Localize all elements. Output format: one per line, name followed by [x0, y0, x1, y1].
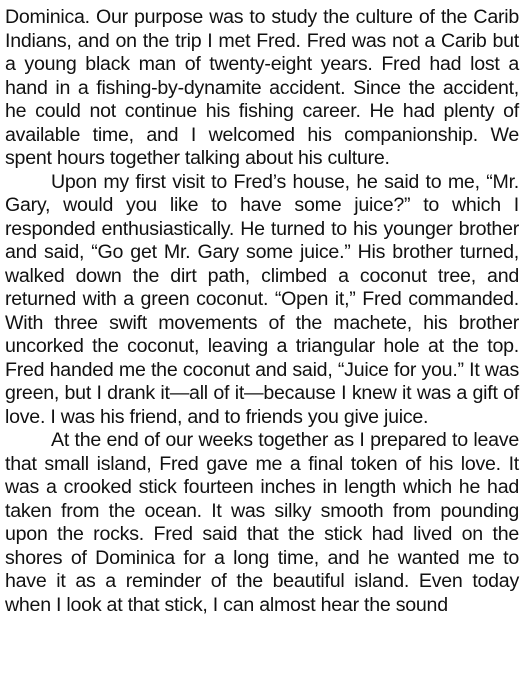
paragraph-1: Dominica. Our purpose was to study the culture of the Carib Indians, and on the trip I met Fred. Fred was not a Carib but a young black man of twenty-eight years. Fred had lost a hand in a fishing-by-dynamite accident. Since the accident, he could not continue his fishing career. He had plenty of available time, and I welcomed his companionship. We spent hours together talking about his culture.	[5, 6, 519, 169]
document-page	[5, 6, 519, 617]
paragraph-3: At the end of our weeks together as I prepared to leave that small island, Fred gave me a final token of his love. It was a crooked stick fourteen inches in length which he had taken from the ocean. It was silky smooth from pounding upon the rocks. Fred said that the stick had lived on the shores of Dominica for a long time, and he wanted me to have it as a reminder of the beautiful island. Even today when I look at that stick, I can almost hear the sound	[5, 429, 519, 616]
paragraph-2: Upon my first visit to Fred’s house, he said to me, “Mr. Gary, would you like to have some juice?” to which I responded enthusiastically. He turned to his younger brother and said, “Go get Mr. Gary some juice.” His brother turned, walked down the dirt path, climbed a coconut tree, and returned with a green coconut. “Open it,” Fred commanded. With three swift movements of the machete, his brother uncorked the coconut, leaving a triangular hole at the top. Fred handed me the coconut and said, “Juice for you.” It was green, but I drank it—all of it—because I knew it was a gift of love. I was his friend, and to friends you give juice.	[5, 170, 519, 428]
